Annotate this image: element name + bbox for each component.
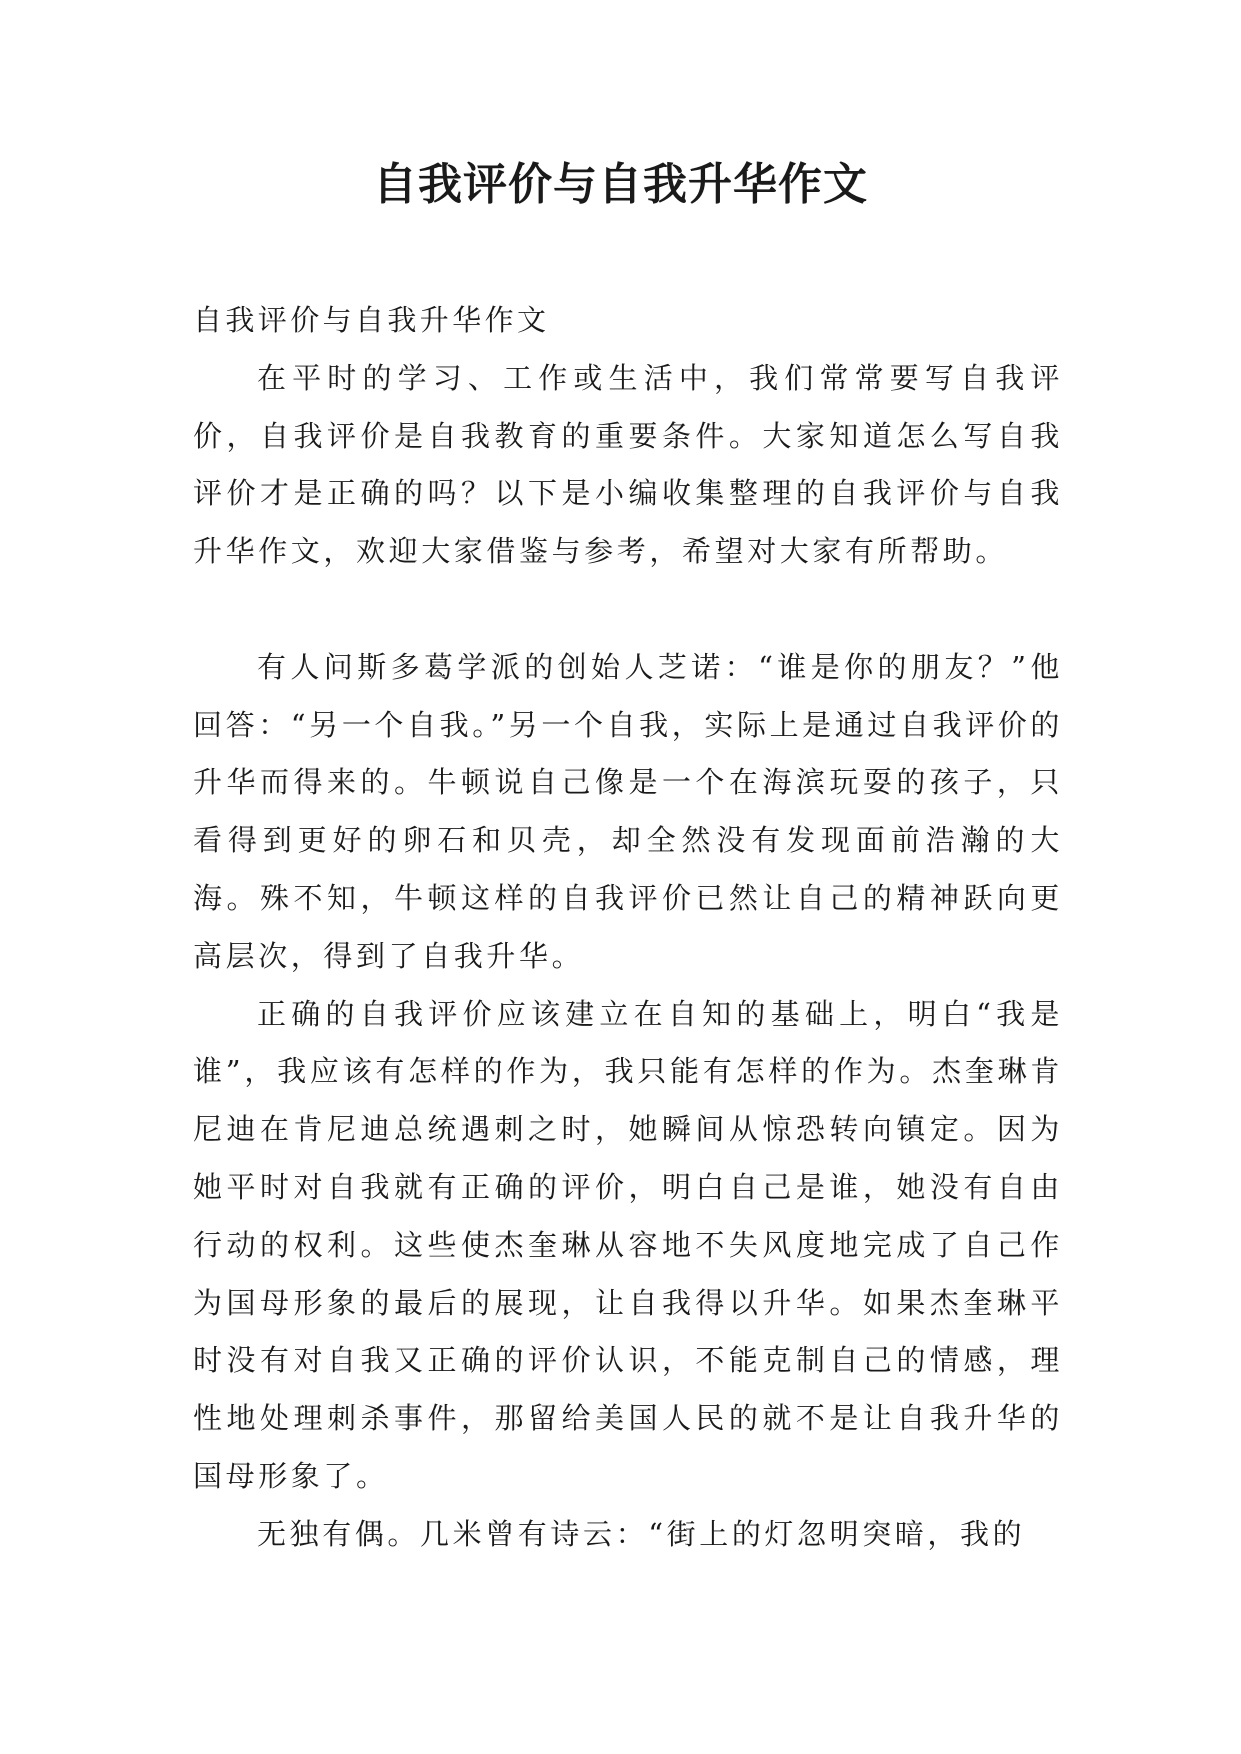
paragraph-zeno: 有人问斯多葛学派的创始人芝诺：“谁是你的朋友？”他回答：“另一个自我。”另一个自我，实际上是通过自我评价的升华而得来的。牛顿说自己像是一个在海滨玩耍的孩子，只看得到更好的卵石和贝壳，却全然没有发现面前浩瀚的大海。殊不知，牛顿这样的自我评价已然让自己的精神跃向更高层次，得到了自我升华。	[193, 649, 1063, 973]
paragraph-jimmy: 无独有偶。几米曾有诗云：“街上的灯忽明突暗，我的	[257, 1516, 1026, 1551]
paragraph-intro: 在平时的学习、工作或生活中，我们常常要写自我评价，自我评价是自我教育的重要条件。大家知道怎么写自我评价才是正确的吗？以下是小编收集整理的自我评价与自我升华作文，欢迎大家借鉴与参考，希望对大家有所帮助。	[193, 360, 1063, 569]
document-body	[193, 292, 1063, 1564]
paragraph-spacer	[193, 581, 1063, 639]
document-subtitle: 自我评价与自我升华作文	[193, 303, 550, 337]
paragraph-jacqueline: 正确的自我评价应该建立在自知的基础上，明白“我是谁”，我应该有怎样的作为，我只能有怎样的作为。杰奎琳肯尼迪在肯尼迪总统遇刺之时，她瞬间从惊恐转向镇定。因为她平时对自我就有正确的评价，明白自己是谁，她没有自由行动的权利。这些使杰奎琳从容地不失风度地完成了自己作为国母形象的最后的展现，让自我得以升华。如果杰奎琳平时没有对自我又正确的评价认识，不能克制自己的情感，理性地处理刺杀事件，那留给美国人民的就不是让自我升华的国母形象了。	[193, 996, 1063, 1493]
document-title: 自我评价与自我升华作文	[373, 159, 868, 210]
